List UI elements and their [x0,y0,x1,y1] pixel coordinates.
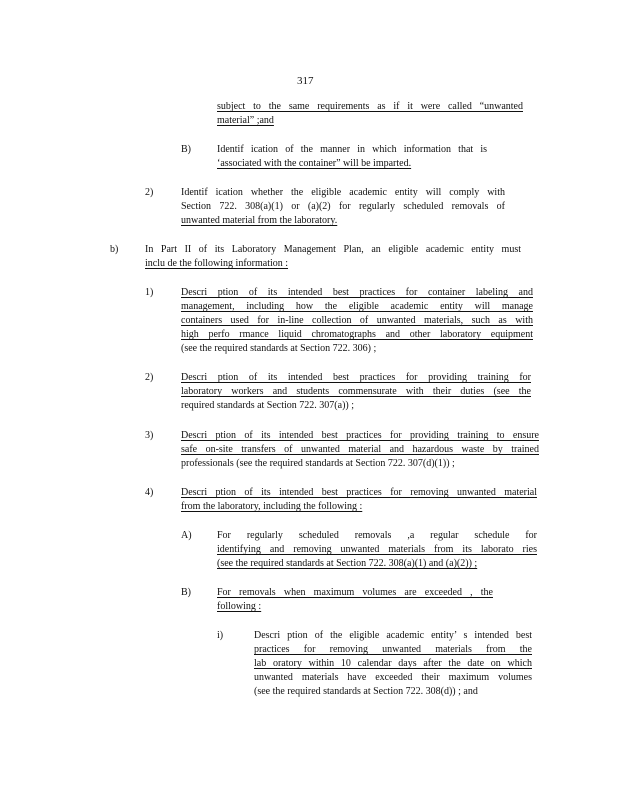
paragraph-line: subject to the same requirements as if it were called “unwanted [217,101,523,112]
paragraph-line: (see the required standards at Section 722. 308(a)(1) and (a)(2)) ; [217,558,478,569]
item-marker: 4) [145,487,154,498]
item-marker: 2) [145,372,154,383]
paragraph-line: Descri ption of its intended best practices for providing training for [181,372,531,383]
item-marker: 1) [145,287,154,298]
item-marker: B) [181,144,191,155]
paragraph-line: practices for removing unwanted materials from the [254,644,532,655]
paragraph-line: ‘associated with the container” will be imparted. [217,158,412,169]
paragraph-block [254,629,532,699]
paragraph-line: required standards at Section 722. 307(a)) ; [181,400,355,411]
paragraph-line: laboratory workers and students commensurate with their duties (see the [181,386,531,397]
item-marker: B) [181,587,191,598]
paragraph-line: high perfo rmance liquid chromatographs and other laboratory equipment [181,329,533,340]
paragraph-block [217,143,487,171]
paragraph-line: Descri ption of its intended best practices for providing training to ensure [181,430,539,441]
paragraph-line: containers used for in-line collection of unwanted materials, such as with [181,315,533,326]
paragraph-line: Identif ication whether the eligible academic entity will comply with [181,187,505,198]
item-marker: 2) [145,187,154,198]
paragraph-block [181,186,505,228]
paragraph-line: For regularly scheduled removals ,a regular schedule for [217,530,537,541]
paragraph-line: Descri ption of its intended best practices for container labeling and [181,287,533,298]
paragraph-line: Descri ption of its intended best practices for removing unwanted material [181,487,537,498]
paragraph-line: Descri ption of the eligible academic entity’ s intended best [254,630,532,641]
paragraph-block [181,371,531,413]
paragraph-line: unwanted materials have exceeded their maximum volumes [254,672,532,683]
paragraph-line: safe on-site transfers of unwanted material and hazardous waste by trained [181,444,539,455]
paragraph-block [181,486,537,514]
paragraph-line: inclu de the following information : [145,258,289,269]
paragraph-line: (see the required standards at Section 722. 308(d)) ; and [254,686,478,697]
paragraph-block [217,100,523,128]
paragraph-block [181,429,539,471]
page-number: 317 [297,75,314,87]
paragraph-line: Section 722. 308(a)(1) or (a)(2) for regularly scheduled removals of [181,201,505,212]
paragraph-block [217,586,493,614]
item-marker: A) [181,530,192,541]
paragraph-line: from the laboratory, including the following : [181,501,363,512]
paragraph-line: management, including how the eligible academic entity will manage [181,301,533,312]
paragraph-line: lab oratory within 10 calendar days after the date on which [254,658,532,669]
paragraph-line: unwanted material from the laboratory. [181,215,338,226]
paragraph-line: professionals (see the required standards at Section 722. 307(d)(1)) ; [181,458,455,469]
paragraph-block [217,529,537,571]
paragraph-block [145,243,521,271]
paragraph-line: material” ;and [217,115,274,126]
paragraph-block [181,286,533,356]
paragraph-line: (see the required standards at Section 722. 306) ; [181,343,377,354]
item-marker: b) [110,244,119,255]
item-marker: 3) [145,430,154,441]
paragraph-line: following : [217,601,262,612]
paragraph-line: In Part II of its Laboratory Management Plan, an eligible academic entity must [145,244,521,255]
paragraph-line: Identif ication of the manner in which information that is [217,144,487,155]
paragraph-line: For removals when maximum volumes are exceeded , the [217,587,493,598]
paragraph-line: identifying and removing unwanted materials from its laborato ries [217,544,537,555]
item-marker: i) [217,630,224,641]
